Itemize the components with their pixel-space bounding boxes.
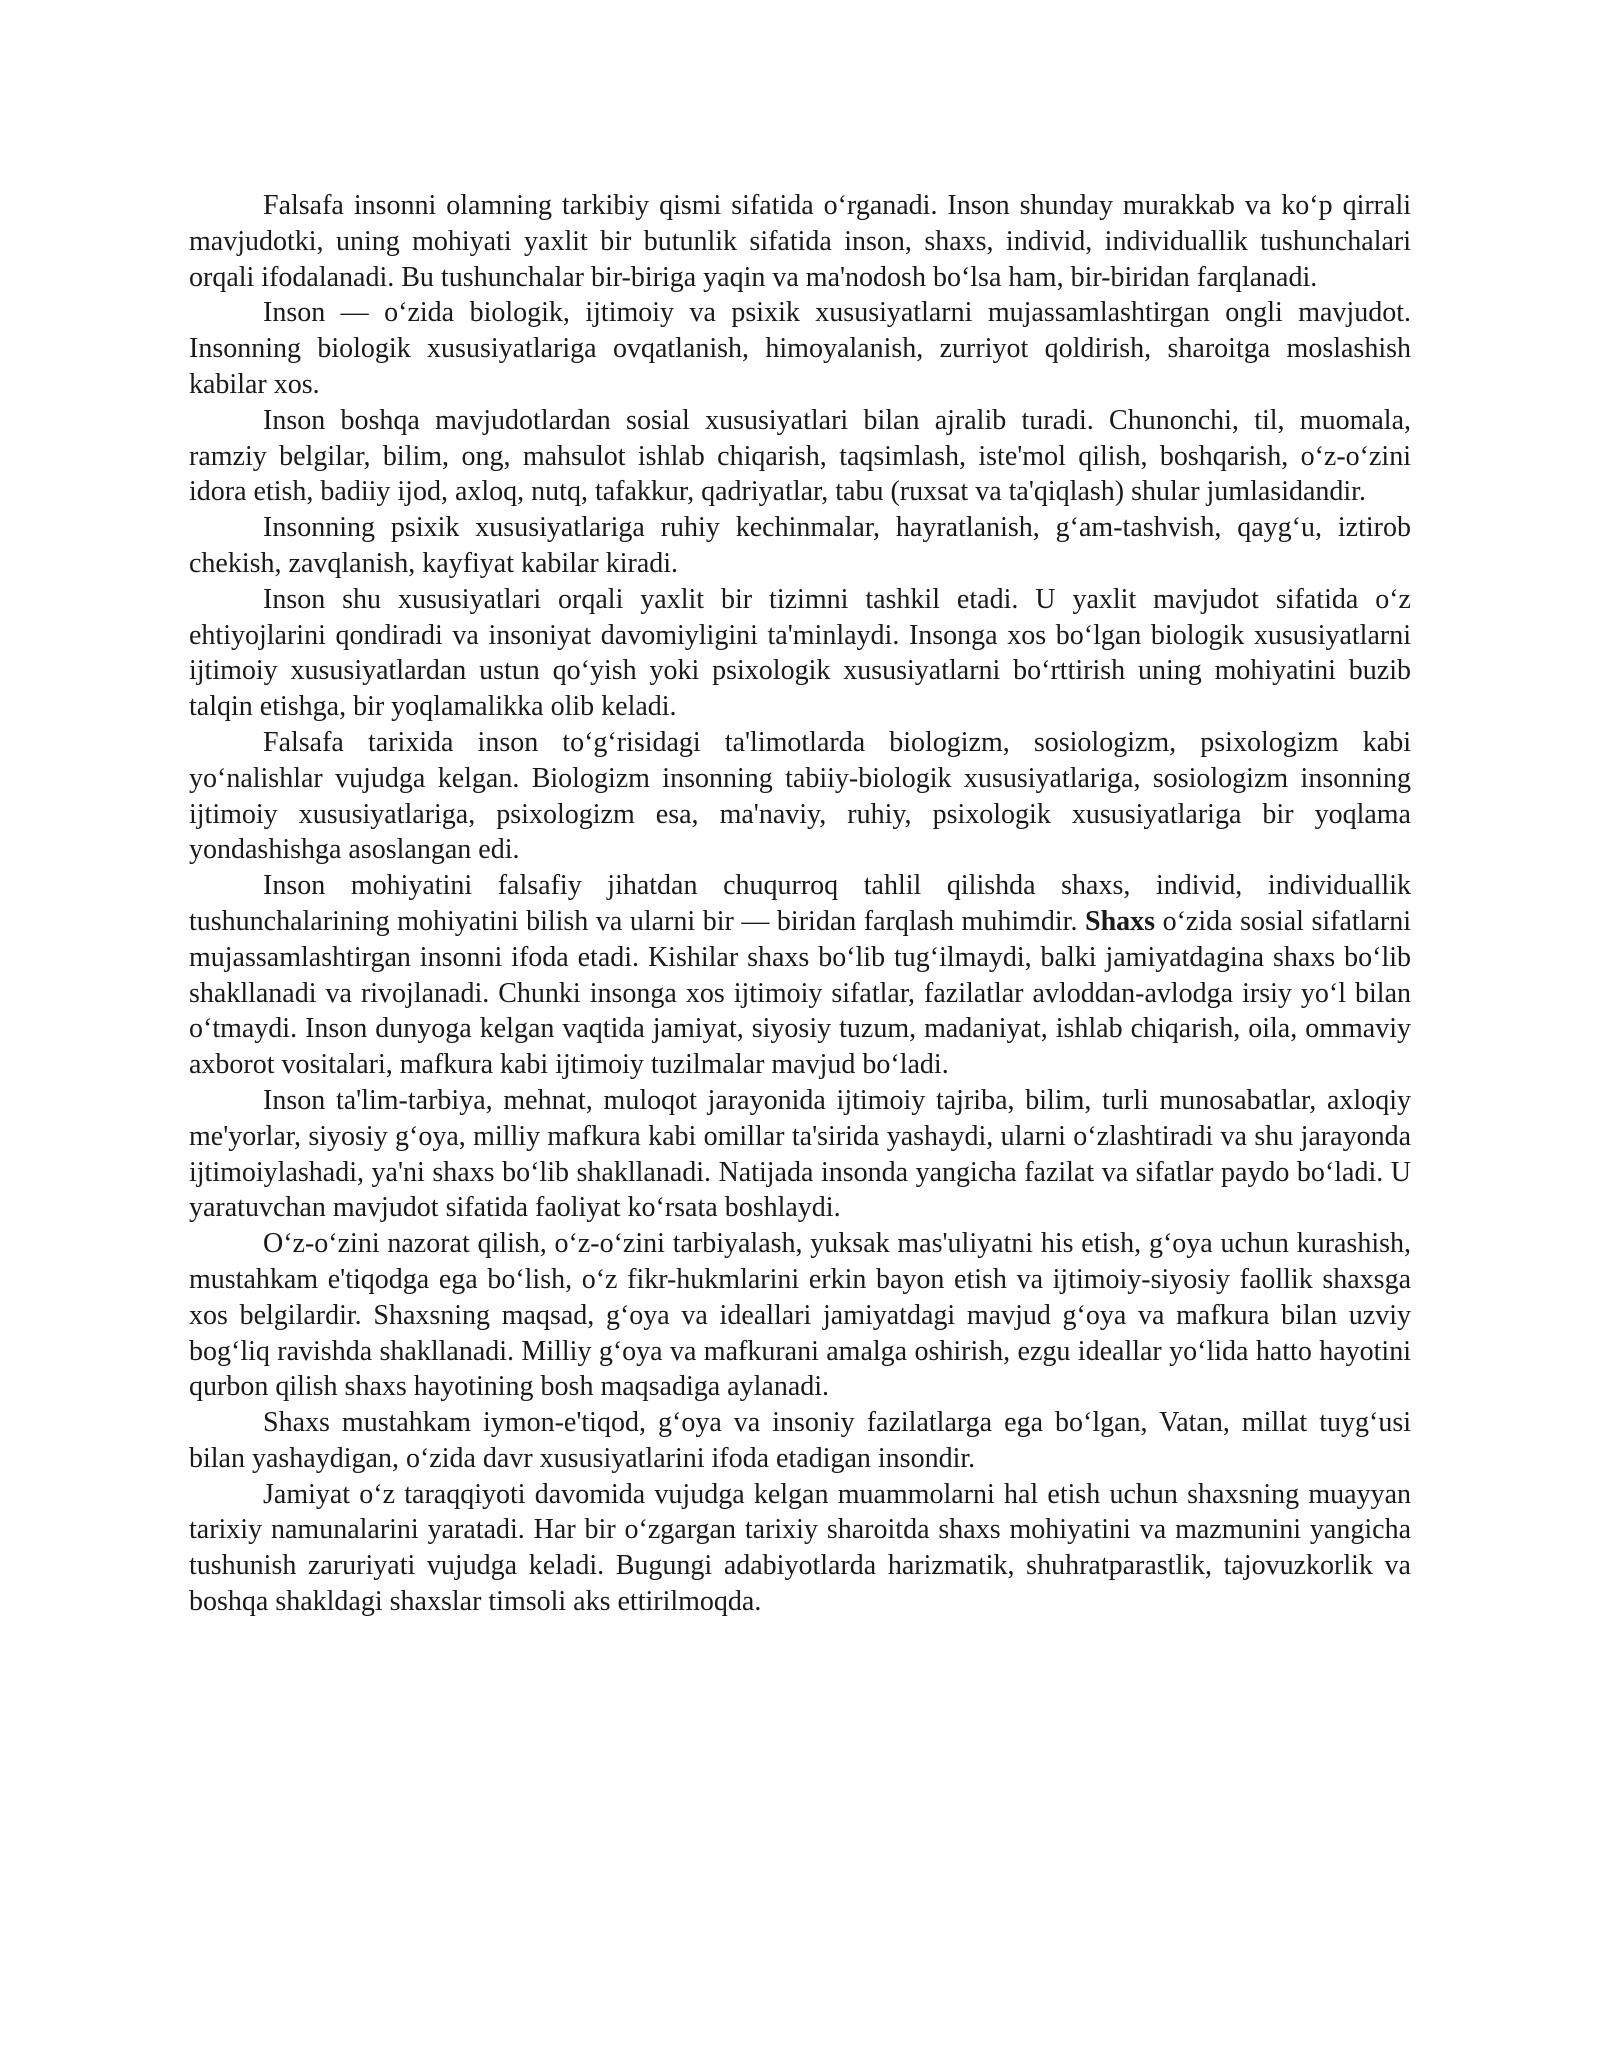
paragraph-1: Falsafa insonni olamning tarkibiy qismi sifatida o‘rganadi. Inson shunday murakkab va ko‘p qirrali mavjudotki, uning mohiyati yaxlit bir butunlik sifatida inson, shaxs, individ, individuallik tushunchalari orqali ifodalanadi. Bu tushunchalar bir-biriga yaqin va ma'nodosh bo‘lsa ham, bir-biridan farqlanadi. <box>189 190 1411 293</box>
paragraph-11: Jamiyat o‘z taraqqiyoti davomida vujudga kelgan muammolarni hal etish uchun shaxsning muayyan tarixiy namunalarini yaratadi. Har bir o‘zgargan tarixiy sharoitda shaxs mohiyatini va mazmunini yangicha tushunish zaruriyati vujudga keladi. Bugungi adabiyotlarda harizmatik, shuhratparastlik, tajovuzkorlik va boshqa shakldagi shaxslar timsoli aks ettirilmoqda. <box>189 1478 1411 1618</box>
bold-term-shaxs: Shaxs <box>1085 905 1156 937</box>
paragraph-7-lead: Inson mohiyatini falsafiy jihatdan chuqurroq tahlil qilishda shaxs, individ, individuallik tushunchalarining mohiyatini bilish va ularni bir — biridan farqlash muhimdir. <box>189 870 1411 937</box>
paragraph-10: Shaxs mustahkam iymon-e'tiqod, g‘oya va insoniy fazilatlarga ega bo‘lgan, Vatan, millat tuyg‘usi bilan yashaydigan, o‘zida davr xususiyatlarini ifoda etadigan insondir. <box>189 1407 1411 1474</box>
paragraph-2: Inson — o‘zida biologik, ijtimoiy va psixik xususiyatlarni mujassamlashtirgan ongli mavjudot. Insonning biologik xususiyatlariga ovqatlanish, himoyalanish, zurriyot qoldirish, sharoitga moslashish kabilar xos. <box>189 297 1411 400</box>
paragraph-9: O‘z-o‘zini nazorat qilish, o‘z-o‘zini tarbiyalash, yuksak mas'uliyatni his etish, g‘oya uchun kurashish, mustahkam e'tiqodga ega bo‘lish, o‘z fikr-hukmlarini erkin bayon etish va ijtimoiy-siyosiy faollik shaxsga xos belgilardir. Shaxsning maqsad, g‘oya va ideallari jamiyatdagi mavjud g‘oya va mafkura bilan uzviy bog‘liq ravishda shakllanadi. Milliy g‘oya va mafkurani amalga oshirish, ezgu ideallar yo‘lida hatto hayotini qurbon qilish shaxs hayotining bosh maqsadiga aylanadi. <box>189 1228 1411 1403</box>
paragraph-5: Inson shu xususiyatlari orqali yaxlit bir tizimni tashkil etadi. U yaxlit mavjudot sifatida o‘z ehtiyojlarini qondiradi va insoniyat davomiyligini ta'minlaydi. Insonga xos bo‘lgan biologik xususiyatlarni ijtimoiy xususiyatlardan ustun qo‘yish yoki psixologik xususiyatlarni bo‘rttirish uning mohiyatini buzib talqin etishga, bir yoqlamalikka olib keladi. <box>189 583 1411 723</box>
paragraph-4: Insonning psixik xususiyatlariga ruhiy kechinmalar, hayratlanish, g‘am-tashvish, qayg‘u, iztirob chekish, zavqlanish, kayfiyat kabilar kiradi. <box>189 512 1411 579</box>
paragraph-3: Inson boshqa mavjudotlardan sosial xususiyatlari bilan ajralib turadi. Chunonchi, til, muomala, ramziy belgilar, bilim, ong, mahsulot ishlab chiqarish, taqsimlash, iste'mol qilish, boshqarish, o‘z-o‘zini idora etish, badiiy ijod, axloq, nutq, tafakkur, qadriyatlar, tabu (ruxsat va ta'qiqlash) shular jumlasidandir. <box>189 404 1411 508</box>
document-page <box>189 188 1411 1620</box>
paragraph-6: Falsafa tarixida inson to‘g‘risidagi ta'limotlarda biologizm, sosiologizm, psixologizm kabi yo‘nalishlar vujudga kelgan. Biologizm insonning tabiiy-biologik xususiyatlariga, sosiologizm insonning ijtimoiy xususiyatlariga, psixologizm esa, ma'naviy, ruhiy, psixologik xususiyatlariga bir yoqlama yondashishga asoslangan edi. <box>189 726 1411 866</box>
paragraph-8: Inson ta'lim-tarbiya, mehnat, muloqot jarayonida ijtimoiy tajriba, bilim, turli munosabatlar, axloqiy me'yorlar, siyosiy g‘oya, milliy mafkura kabi omillar ta'sirida yashaydi, ularni o‘zlashtiradi va shu jarayonda ijtimoiylashadi, ya'ni shaxs bo‘lib shakllanadi. Natijada insonda yangicha fazilat va sifatlar paydo bo‘ladi. U yaratuvchan mavjudot sifatida faoliyat ko‘rsata boshlaydi. <box>189 1084 1411 1224</box>
paragraph-7 <box>189 868 1411 1083</box>
paragraph-7-rest: o‘zida sosial sifatlarni mujassamlashtirgan insonni ifoda etadi. Kishilar shaxs bo‘lib tug‘ilmaydi, balki jamiyatdagina shaxs bo‘lib shakllanadi va rivojlanadi. Chunki insonga xos ijtimoiy sifatlar, fazilatlar avloddan-avlodga irsiy yo‘l bilan o‘tmaydi. Inson dunyoga kelgan vaqtida jamiyat, siyosiy tuzum, madaniyat, ishlab chiqarish, oila, ommaviy axborot vositalari, mafkura kabi ijtimoiy tuzilmalar mavjud bo‘ladi. <box>189 905 1411 1081</box>
